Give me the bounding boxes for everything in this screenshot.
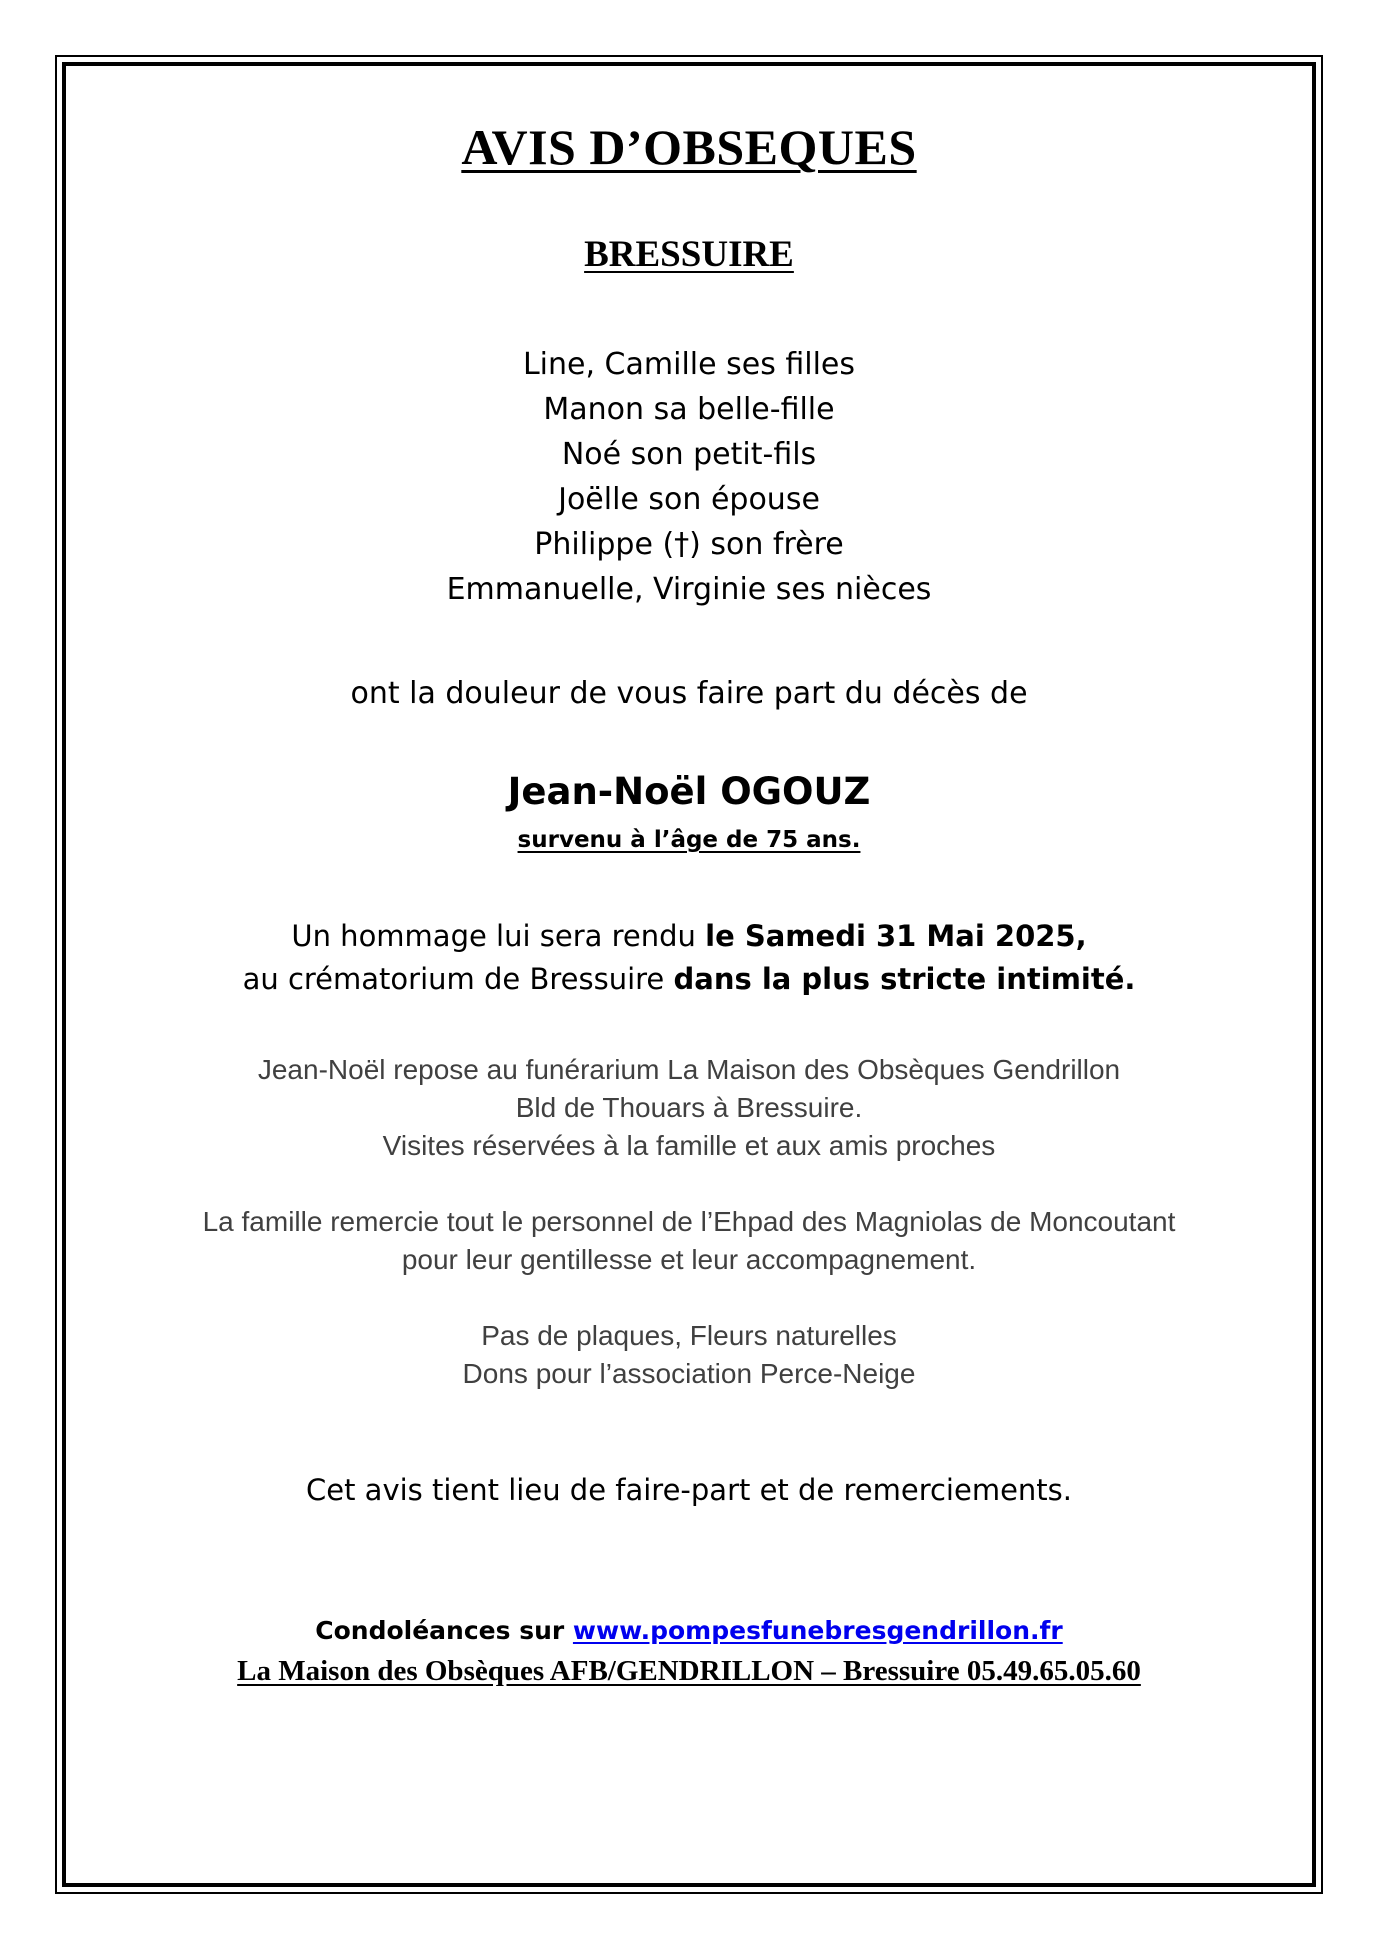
website-link[interactable]: www.pompesfunebresgendrillon.fr xyxy=(572,1616,1063,1645)
closing-text: Cet avis tient lieu de faire-part et de remerciements. xyxy=(306,1473,1072,1507)
hommage-line-2 xyxy=(70,962,1308,996)
intro-text: ont la douleur de vous faire part du décès de xyxy=(350,676,1028,711)
thanks-line: pour leur gentillesse et leur accompagnement. xyxy=(401,1244,977,1275)
hommage-line-1 xyxy=(70,919,1308,953)
deceased-name: Jean-Noël OGOUZ xyxy=(507,770,871,813)
family-line: Joëlle son épouse xyxy=(558,482,820,517)
hommage-date: le Samedi 31 Mai 2025, xyxy=(705,919,1087,953)
family-line: Philippe (†) son frère xyxy=(534,527,844,562)
repose-line: Bld de Thouars à Bressuire. xyxy=(515,1092,863,1123)
notice-title: AVIS D’OBSEQUES xyxy=(461,119,917,175)
family-line: Manon sa belle-fille xyxy=(543,392,835,427)
family-line: Emmanuelle, Virginie ses nièces xyxy=(446,572,932,607)
condoleances-line xyxy=(70,1616,1308,1645)
repose-line: Visites réservées à la famille et aux amis proches xyxy=(382,1130,996,1161)
condoleances-label: Condoléances sur xyxy=(315,1616,573,1645)
flowers-line: Dons pour l’association Perce-Neige xyxy=(462,1358,916,1389)
hommage-intimacy: dans la plus stricte intimité. xyxy=(673,962,1136,996)
hommage-line-1-text: Un hommage lui sera rendu xyxy=(291,919,706,953)
family-line: Noé son petit-fils xyxy=(561,437,817,472)
family-line: Line, Camille ses filles xyxy=(522,347,856,382)
repose-line: Jean-Noël repose au funérarium La Maison des Obsèques Gendrillon xyxy=(257,1054,1121,1085)
hommage-line-2-text: au crématorium de Bressuire xyxy=(242,962,674,996)
age-line: survenu à l’âge de 75 ans. xyxy=(517,827,861,853)
flowers-line: Pas de plaques, Fleurs naturelles xyxy=(481,1320,897,1351)
footer-company: La Maison des Obsèques AFB/GENDRILLON – Bressuire 05.49.65.05.60 xyxy=(237,1655,1141,1687)
thanks-line: La famille remercie tout le personnel de l’Ehpad des Magniolas de Moncoutant xyxy=(202,1206,1176,1237)
notice-city: BRESSUIRE xyxy=(584,234,794,275)
